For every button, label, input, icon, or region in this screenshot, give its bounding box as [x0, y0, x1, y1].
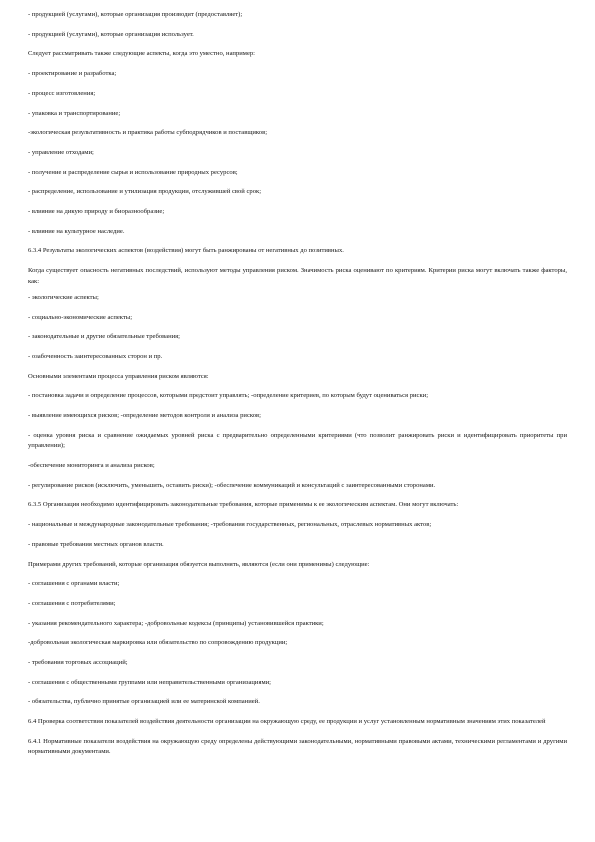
- list-item: - влияние на дикую природу и биоразнообразие;: [28, 208, 165, 216]
- list-item: -экологическая результативность и практика работы субподрядчиков и поставщиков;: [28, 129, 268, 137]
- list-item: - правовые требования местных органов власти.: [28, 540, 164, 548]
- list-item: - соглашения с потребителями;: [28, 599, 116, 607]
- paragraph: Когда существует опасность негативных последствий, используют методы управления риском. Значимость риска оценивают по критериям. Критерии риска могут включать также факторы, как:: [28, 267, 567, 285]
- list-item: - требования торговых ассоциаций;: [28, 659, 128, 667]
- list-item: - проектирование и разработка;: [28, 70, 117, 78]
- list-item: - законодательные и другие обязательные требования;: [28, 333, 181, 341]
- paragraph: Следует рассматривать также следующие аспекты, когда это уместно, например:: [28, 50, 255, 58]
- list-item: - указания рекомендательного характера; -добровольные кодексы (принципы) установившейся практики;: [28, 619, 324, 627]
- list-item: - постановка задачи и определение процессов, которыми предстоит управлять; -определение критериев, по которым будут оцениваться риски;: [28, 392, 429, 400]
- list-item: - продукцией (услугами), которые организация производит (предоставляет);: [28, 11, 243, 18]
- paragraph: Основными элементами процесса управления риском являются:: [28, 372, 209, 380]
- section-paragraph: 6.4.1 Нормативные показатели воздействия на окружающую среду определены действующими законодательными, нормативными правовыми актами, техническими регламентами и другими нормативными документами.: [28, 737, 567, 756]
- list-item: -обеспечение мониторинга и анализа рисков;: [28, 461, 155, 469]
- list-item: - выявление имеющихся рисков; -определение методов контроля и анализа рисков;: [28, 412, 261, 420]
- list-item: - влияние на культурное наследие.: [28, 227, 125, 235]
- list-item: - экологические аспекты;: [28, 293, 99, 301]
- list-item: - управление отходами;: [28, 148, 94, 156]
- list-item: - продукцией (услугами), которые организация использует.: [28, 30, 194, 38]
- list-item: - социально-экономические аспекты;: [28, 313, 133, 321]
- list-item: - распределение, использование и утилизация продукции, отслужившей свой срок;: [28, 188, 262, 196]
- list-item: - процесс изготовления;: [28, 89, 96, 97]
- paragraph: Примерами других требований, которые организация обязуется выполнять, являются (если они применимы) следующие:: [28, 560, 370, 568]
- section-heading: 6.4 Проверка соответствия показателей воздействия деятельности организации на окружающую среду, ее продукции и услуг установленным нормативным значениям этих показателей: [28, 718, 546, 726]
- list-item: - национальные и международные законодательные требования; -требования государственных, региональных, отраслевых нормативных актов;: [28, 521, 432, 529]
- list-item: - упаковка и транспортирование;: [28, 109, 121, 117]
- list-item: - озабоченность заинтересованных сторон и пр.: [28, 353, 163, 361]
- section-paragraph: 6.3.5 Организация необходимо идентифицировать законодательные требования, которые применимы к ее экологическим аспектам. Они могут включать:: [28, 501, 459, 509]
- list-item: - регулирование рисков (исключить, уменьшить, оставить риски); -обеспечение коммуникаций и консультаций с заинтересованными сторонами.: [28, 481, 436, 489]
- list-item: - соглашения с общественными группами или неправительственными организациями;: [28, 678, 272, 686]
- list-item: - оценка уровня риска и сравнение ожидаемых уровней риска с предварительно определенными критериями (что позволит ранжировать риски и идентифицировать приоритеты при управлении);: [28, 431, 567, 450]
- list-item: - получение и распределение сырья и использование природных ресурсов;: [28, 168, 238, 176]
- section-paragraph: 6.3.4 Результаты экологических аспектов (воздействия) могут быть ранжированы от негативных до позитивных.: [28, 247, 344, 255]
- list-item: - обязательства, публично принятые организацией или ее материнской компанией.: [28, 698, 260, 706]
- list-item: -добровольная экологическая маркировка или обязательство по сопровождению продукции;: [28, 639, 288, 647]
- list-item: - соглашения с органами власти;: [28, 580, 120, 588]
